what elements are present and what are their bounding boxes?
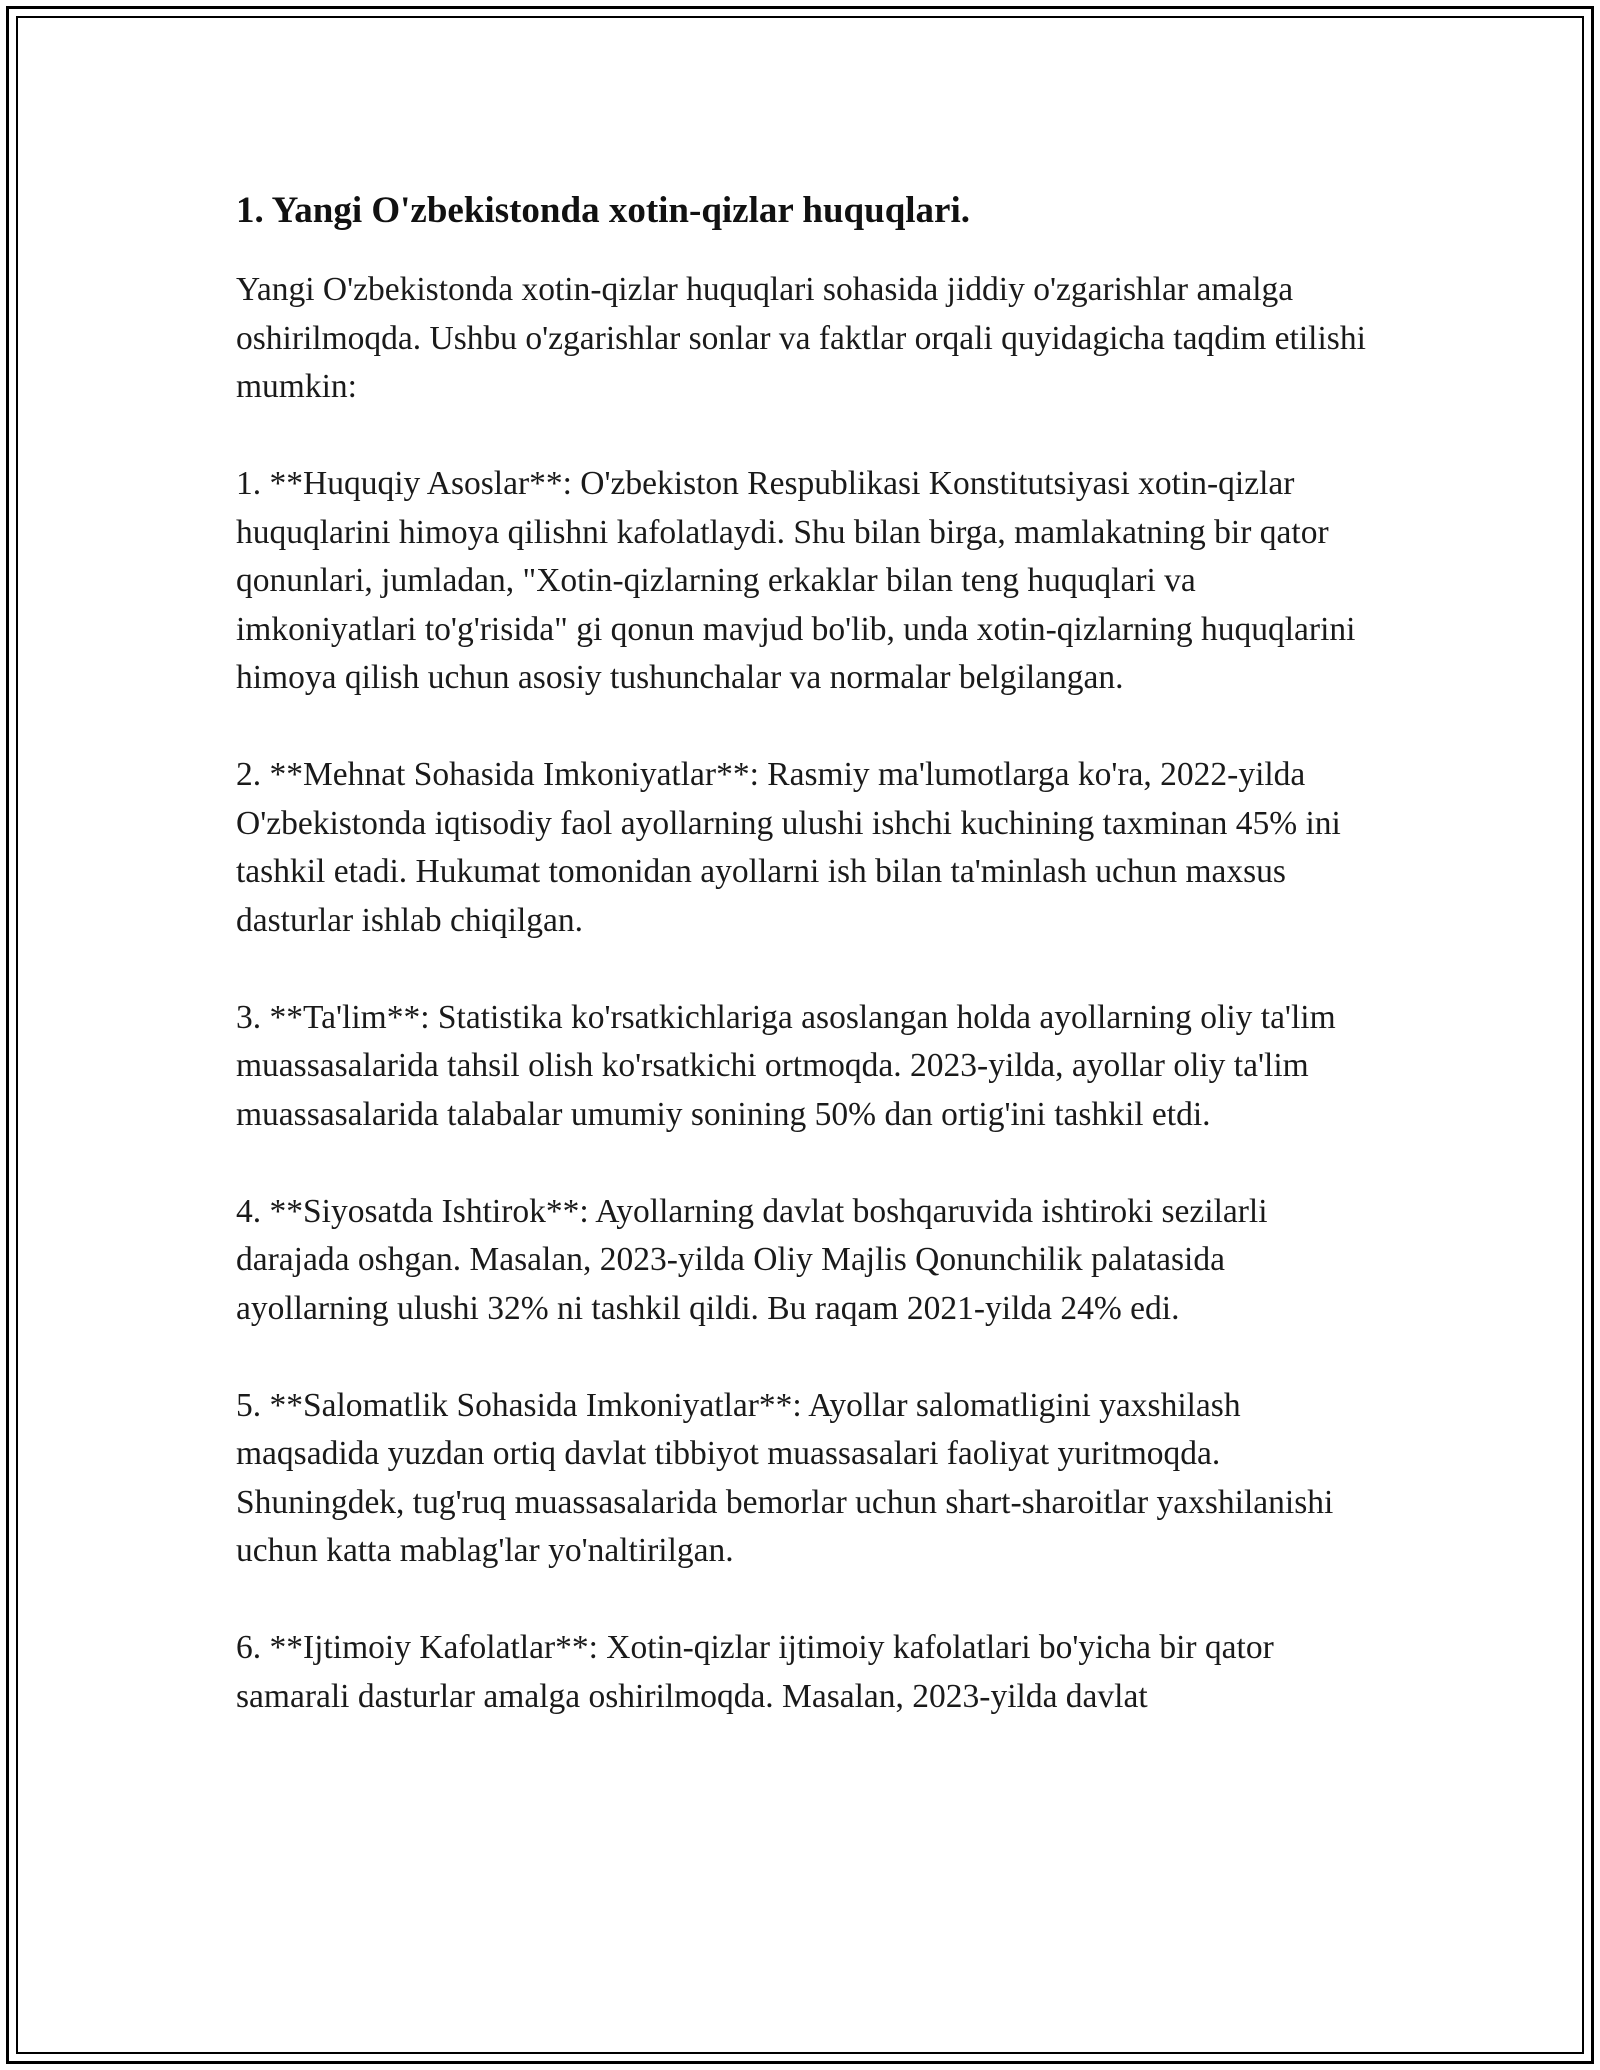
document-title: 1. Yangi O'zbekistonda xotin-qizlar huquqlari. <box>236 190 971 231</box>
intro-paragraph: Yangi O'zbekistonda xotin-qizlar huquqlari sohasida jiddiy o'zgarishlar amalga oshirilmoqda. Ushbu o'zgarishlar sonlar va faktlar orqali quyidagicha taqdim etilishi mumkin: <box>236 271 1366 405</box>
paragraph-social-guarantees: 6. **Ijtimoiy Kafolatlar**: Xotin-qizlar ijtimoiy kafolatlari bo'yicha bir qator samarali dasturlar amalga oshirilmoqda. Masalan, 2023-yilda davlat <box>236 1629 1274 1715</box>
paragraph-health-opportunities: 5. **Salomatlik Sohasida Imkoniyatlar**: Ayollar salomatligini yaxshilash maqsadida yuzdan ortiq davlat tibbiyot muassasalari faoliyat yuritmoqda. Shuningdek, tug'ruq muassasalarida bemorlar uchun shart-sharoitlar yaxshilanishi uchun katta mablag'lar yo'naltirilgan. <box>236 1386 1334 1569</box>
paragraph-labor-opportunities: 2. **Mehnat Sohasida Imkoniyatlar**: Rasmiy ma'lumotlarga ko'ra, 2022-yilda O'zbekistonda iqtisodiy faol ayollarning ulushi ishchi kuchining taxminan 45% ini tashkil etadi. Hukumat tomonidan ayollarni ish bilan ta'minlash uchun maxsus dasturlar ishlab chiqilgan. <box>236 756 1341 939</box>
paragraph-political-participation: 4. **Siyosatda Ishtirok**: Ayollarning davlat boshqaruvida ishtiroki sezilarli darajada oshgan. Masalan, 2023-yilda Oliy Majlis Qonunchilik palatasida ayollarning ulushi 32% ni tashkil qildi. Bu raqam 2021-yilda 24% edi. <box>236 1192 1268 1327</box>
paragraph-legal-basis: 1. **Huquqiy Asoslar**: O'zbekiston Respublikasi Konstitutsiyasi xotin-qizlar huquqlarini himoya qilishni kafolatlaydi. Shu bilan birga, mamlakatning bir qator qonunlari, jumladan, "Xotin-qizlarning erkaklar bilan teng huquqlari va imkoniyatlari to'g'risida" gi qonun mavjud bo'lib, unda xotin-qizlarning huquqlarini himoya qilish uchun asosiy tushunchalar va normalar belgilangan. <box>236 465 1356 696</box>
document-body <box>236 186 1368 1770</box>
paragraph-education: 3. **Ta'lim**: Statistika ko'rsatkichlariga asoslangan holda ayollarning oliy ta'lim muassasalarida tahsil olish ko'rsatkichi ortmoqda. 2023-yilda, ayollar oliy ta'lim muassasalarida talabalar umumiy sonining 50% dan ortig'ini tashkil etdi. <box>236 998 1336 1133</box>
